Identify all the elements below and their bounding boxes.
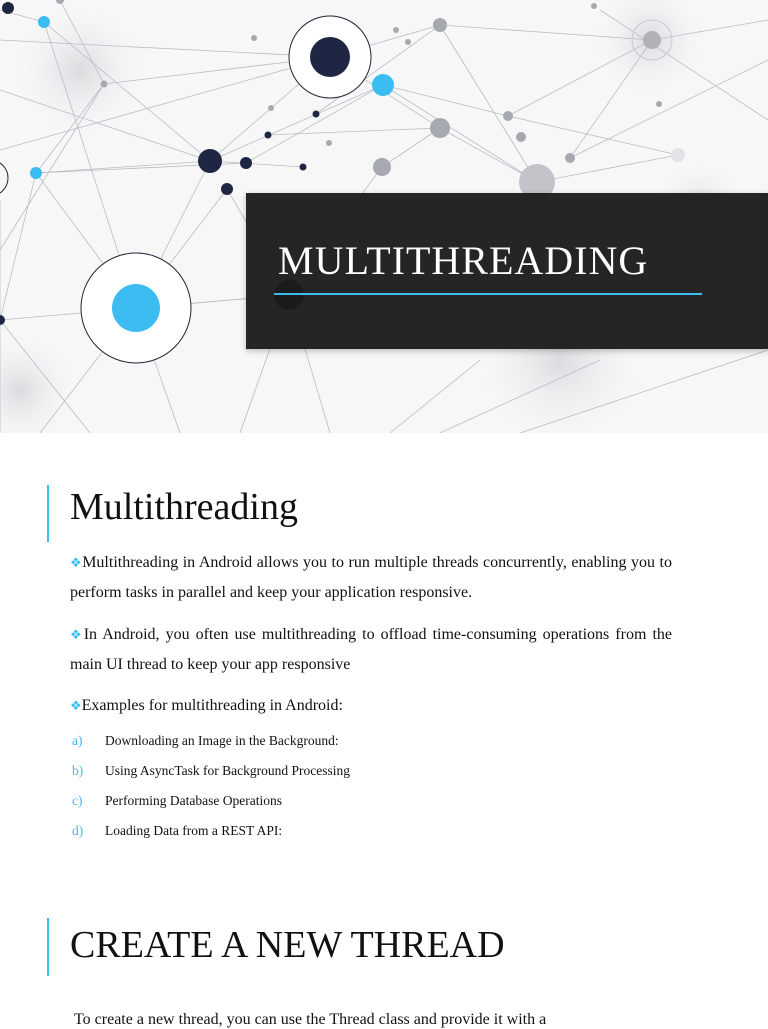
list-item-text: Using AsyncTask for Background Processing xyxy=(105,763,351,778)
list-letter: d) xyxy=(72,823,84,838)
bullet-paragraph-1 xyxy=(70,548,672,608)
section-heading: Multithreading xyxy=(70,486,298,528)
list-item xyxy=(72,786,350,816)
examples-list xyxy=(72,726,350,846)
list-item xyxy=(72,816,350,846)
list-item-text: Performing Database Operations xyxy=(105,793,282,808)
bullet-paragraph-3 xyxy=(70,691,672,721)
diamond-bullet-icon: ❖ xyxy=(70,698,82,713)
heading-accent-bar xyxy=(47,918,49,976)
bullet-text: Multithreading in Android allows you to run multiple threads concurrently, enabling you to perform tasks in parallel and keep your application responsive. xyxy=(70,554,672,601)
list-letter: b) xyxy=(72,763,84,778)
title-underline xyxy=(274,293,702,295)
bullet-text: Examples for multithreading in Android: xyxy=(81,697,343,714)
title-slide xyxy=(0,0,768,433)
diamond-bullet-icon: ❖ xyxy=(70,555,83,570)
bullet-text: In Android, you often use multithreading to offload time-consuming operations from the main UI thread to keep your app responsive xyxy=(70,626,672,673)
bullet-paragraph-2 xyxy=(70,620,672,680)
slide-title: MULTITHREADING xyxy=(278,238,649,283)
list-item xyxy=(72,726,350,756)
section-body-text: To create a new thread, you can use the Thread class and provide it with a xyxy=(74,1011,547,1028)
list-item-text: Loading Data from a REST API: xyxy=(105,823,283,838)
title-banner xyxy=(246,193,768,349)
heading-accent-bar xyxy=(47,485,49,542)
list-item-text: Downloading an Image in the Background: xyxy=(105,733,339,748)
section-heading: CREATE A NEW THREAD xyxy=(70,924,505,966)
diamond-bullet-icon: ❖ xyxy=(70,627,84,642)
list-letter: c) xyxy=(72,793,83,808)
content-slide xyxy=(0,433,768,1028)
list-item xyxy=(72,756,350,786)
list-letter: a) xyxy=(72,733,83,748)
